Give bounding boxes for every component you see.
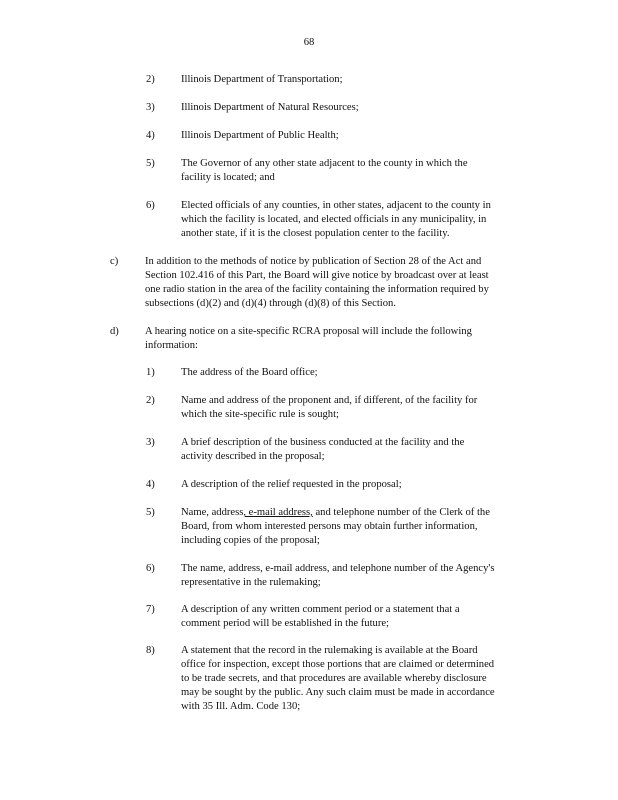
item-label: 5): [146, 507, 155, 518]
item-label: 2): [146, 74, 155, 85]
item-label: 4): [146, 479, 155, 490]
item-text: A brief description of the business conducted at the facility and the activity described in the proposal;: [181, 437, 465, 462]
item-label: 3): [146, 437, 155, 448]
item-text: Illinois Department of Public Health;: [181, 130, 339, 141]
item-label: 6): [146, 563, 155, 574]
item-text: Illinois Department of Natural Resources;: [181, 102, 359, 113]
item-label: 5): [146, 158, 155, 169]
inserted-text: , e-mail address,: [243, 507, 313, 518]
item-label: 8): [146, 645, 155, 656]
item-label: 7): [146, 604, 155, 615]
item-text: Elected officials of any counties, in other states, adjacent to the county in which the facility is located, and elected officials in any municipality, in another state, if it is the closest population center to the facility.: [181, 200, 491, 239]
item-text: Name, address, e-mail address, and telephone number of the Clerk of the Board, from whom interested persons may obtain further information, including copies of the proposal;: [181, 507, 490, 546]
item-text: The address of the Board office;: [181, 367, 318, 378]
item-text: A description of the relief requested in the proposal;: [181, 479, 402, 490]
item-label: 6): [146, 200, 155, 211]
item-label: d): [110, 326, 119, 337]
item-text: The Governor of any other state adjacent to the county in which the facility is located; and: [181, 158, 468, 183]
page-number: 68: [303, 37, 315, 48]
item-label: 2): [146, 395, 155, 406]
item-text: Name and address of the proponent and, if different, of the facility for which the site-specific rule is sought;: [181, 395, 478, 420]
item-text: In addition to the methods of notice by publication of Section 28 of the Act and Section 102.416 of this Part, the Board will give notice by broadcast over at least one radio station in the area of the facility containing the information required by subsections (d)(2) and (d)(4) through (d)(8) of this Section.: [145, 256, 489, 309]
item-text: The name, address, e-mail address, and telephone number of the Agency's representative in the rulemaking;: [181, 563, 495, 588]
item-text: A hearing notice on a site-specific RCRA proposal will include the following information:: [145, 326, 472, 351]
item-label: 4): [146, 130, 155, 141]
item-label: 3): [146, 102, 155, 113]
item-label: 1): [146, 367, 155, 378]
item-label: c): [110, 256, 119, 267]
item-text: A statement that the record in the rulemaking is available at the Board office for inspection, except those portions that are claimed or determined to be trade secrets, and that procedures are available whereby disclosure may be sought by the public. Any such claim must be made in accordance with 35 Ill. Adm. Code 130;: [181, 645, 495, 712]
item-text: A description of any written comment period or a statement that a comment period will be established in the future;: [181, 604, 460, 629]
item-text: Illinois Department of Transportation;: [181, 74, 343, 85]
